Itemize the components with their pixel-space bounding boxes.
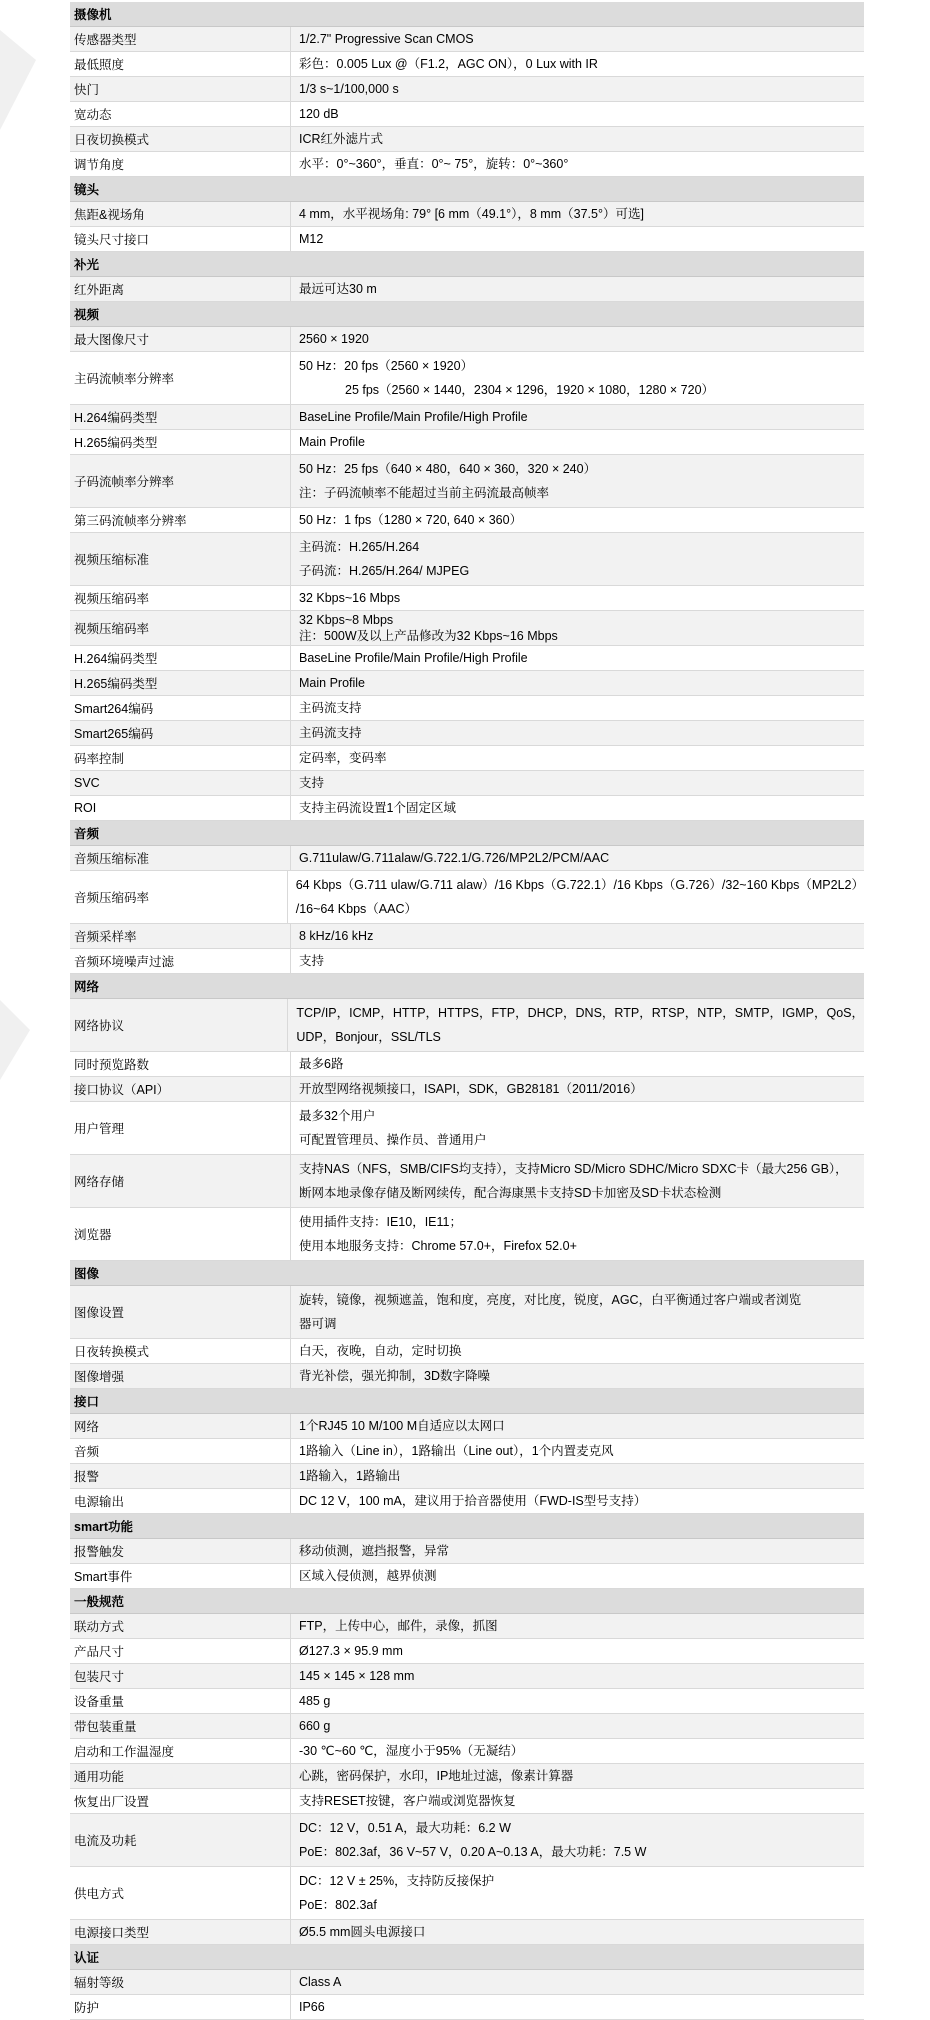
spec-value-line: 水平：0°~360°，垂直：0°~ 75°，旋转：0°~360° [299,157,569,171]
spec-value-line: 心跳，密码保护，水印，IP地址过滤，像素计算器 [299,1769,574,1783]
spec-value [291,1564,864,1588]
spec-row [70,352,864,405]
spec-value [291,586,864,610]
spec-value [291,1539,864,1563]
spec-value-line: 最远可达30 m [299,282,377,296]
spec-value-line: 50 Hz：25 fps（640 × 480，640 × 360，320 × 240） [299,462,597,476]
spec-value-line: Main Profile [299,676,365,690]
spec-value [291,1995,864,2019]
spec-value [291,1789,864,1813]
spec-key: 子码流帧率分辨率 [74,475,175,489]
spec-value-line: UDP，Bonjour，SSL/TLS [296,1030,441,1044]
spec-value-line: 开放型网络视频接口，ISAPI，SDK，GB28181（2011/2016） [299,1082,643,1096]
spec-value-line: PoE：802.3af，36 V~57 V，0.20 A~0.13 A，最大功耗：7.5 W [299,1845,647,1859]
spec-key: Smart265编码 [74,727,154,741]
spec-key: 调节角度 [74,158,125,172]
section-header: 摄像机 [70,2,864,27]
spec-row [70,1664,864,1689]
spec-row [70,508,864,533]
spec-value-line: 彩色：0.005 Lux @（F1.2，AGC ON），0 Lux with IR [299,57,598,71]
spec-value [291,227,864,251]
spec-value [291,949,864,973]
spec-value [291,430,864,454]
spec-value [291,1052,864,1076]
spec-value-line: 1/2.7" Progressive Scan CMOS [299,32,474,46]
spec-row [70,924,864,949]
spec-value [288,999,864,1051]
spec-row [70,721,864,746]
spec-row [70,796,864,821]
spec-key: 视频压缩码率 [74,622,150,636]
section-header: 镜头 [70,177,864,202]
spec-value [291,671,864,695]
spec-value-line: FTP，上传中心，邮件，录像，抓图 [299,1619,498,1633]
spec-key: 带包装重量 [74,1720,137,1734]
spec-row [70,1789,864,1814]
spec-row [70,1764,864,1789]
spec-key: 电流及功耗 [74,1834,137,1848]
spec-value-line: 支持NAS（NFS，SMB/CIFS均支持），支持Micro SD/Micro SDHC/Micro SDXC卡（最大256 GB）， [299,1162,848,1176]
spec-row [70,1564,864,1589]
spec-value-line: 区域入侵侦测，越界侦测 [299,1569,437,1583]
spec-row [70,1489,864,1514]
watermark-shape [0,980,40,1100]
spec-value-line: 1/3 s~1/100,000 s [299,82,399,96]
spec-row [70,1639,864,1664]
spec-row [70,533,864,586]
spec-row [70,1539,864,1564]
spec-value-line: 使用插件支持：IE10，IE11； [299,1215,463,1229]
spec-key: 红外距离 [74,283,125,297]
spec-row [70,1364,864,1389]
spec-key: 同时预览路数 [74,1058,150,1072]
spec-value [291,696,864,720]
spec-key: 日夜切换模式 [74,133,150,147]
spec-value [291,202,864,226]
spec-value [291,746,864,770]
spec-key: H.264编码类型 [74,411,158,425]
spec-row [70,771,864,796]
spec-value-line: 25 fps（2560 × 1440，2304 × 1296，1920 × 1080，1280 × 720） [345,383,715,397]
spec-key: 网络协议 [74,1019,125,1033]
spec-row [70,1714,864,1739]
spec-value-line: 主码流支持 [299,726,362,740]
spec-row [70,1414,864,1439]
spec-value-line: 最多6路 [299,1057,344,1071]
spec-row [70,1208,864,1261]
section-header: 音频 [70,821,864,846]
spec-key: 主码流帧率分辨率 [74,372,175,386]
spec-value-line: BaseLine Profile/Main Profile/High Profile [299,651,528,665]
spec-value-line: 可配置管理员、操作员、普通用户 [299,1133,487,1147]
section-header: 补光 [70,252,864,277]
spec-row [70,202,864,227]
spec-value-line: 支持主码流设置1个固定区域 [299,801,456,815]
spec-row [70,1614,864,1639]
spec-value-line: 主码流支持 [299,701,362,715]
spec-key: 快门 [74,83,100,97]
spec-row [70,1052,864,1077]
spec-key: SVC [74,776,100,790]
spec-row [70,27,864,52]
spec-value [291,127,864,151]
spec-value [291,405,864,429]
spec-value-line: 注：500W及以上产品修改为32 Kbps~16 Mbps [299,629,558,643]
spec-key: 音频压缩标准 [74,852,150,866]
spec-value [291,611,864,645]
spec-value [291,1764,864,1788]
spec-key: H.265编码类型 [74,677,158,691]
spec-row [70,611,864,646]
spec-value-line: 50 Hz：20 fps（2560 × 1920） [299,359,474,373]
spec-table [70,2,864,2020]
spec-key: 码率控制 [74,752,125,766]
spec-row [70,999,864,1052]
spec-value [291,533,864,585]
spec-value-line: 64 Kbps（G.711 ulaw/G.711 alaw）/16 Kbps（G.722.1）/16 Kbps（G.726）/32~160 Kbps（MP2L2） [295,878,864,892]
spec-key: 图像设置 [74,1306,125,1320]
spec-key: 电源接口类型 [74,1926,150,1940]
spec-value [291,721,864,745]
spec-value-line: 主码流：H.265/H.264 [299,540,420,554]
spec-value [291,1286,864,1338]
spec-value-line: 1路输入，1路输出 [299,1469,401,1483]
spec-value [291,1970,864,1994]
spec-row [70,1739,864,1764]
spec-value [291,1339,864,1363]
spec-row [70,1995,864,2020]
spec-key: 音频环境噪声过滤 [74,955,175,969]
spec-value-line: 最多32个用户 [299,1109,376,1123]
spec-row [70,405,864,430]
spec-key: 启动和工作温湿度 [74,1745,175,1759]
spec-value-line: BaseLine Profile/Main Profile/High Profile [299,410,528,424]
spec-key: 宽动态 [74,108,112,122]
spec-value [291,1614,864,1638]
watermark-shape [0,20,40,140]
spec-value-line: 移动侦测，遮挡报警，异常 [299,1544,450,1558]
spec-value-line: 660 g [299,1719,331,1733]
spec-value [291,508,864,532]
spec-key: 恢复出厂设置 [74,1795,150,1809]
spec-key: H.264编码类型 [74,652,158,666]
spec-key: 联动方式 [74,1620,125,1634]
spec-row [70,455,864,508]
spec-value [291,796,864,820]
spec-row [70,277,864,302]
spec-row [70,1970,864,1995]
spec-value-line: 背光补偿，强光抑制，3D数字降噪 [299,1369,490,1383]
spec-value [291,102,864,126]
spec-key: 镜头尺寸接口 [74,233,150,247]
spec-value [291,1689,864,1713]
spec-row [70,746,864,771]
spec-value [291,1814,864,1866]
spec-value-line: Ø5.5 mm圆头电源接口 [299,1925,426,1939]
spec-value-line: Ø127.3 × 95.9 mm [299,1644,403,1658]
spec-value [291,1439,864,1463]
spec-key: H.265编码类型 [74,436,158,450]
spec-value-line: Class A [299,1975,342,1989]
spec-value-line: ICR红外滤片式 [299,132,384,146]
spec-value-line: 支持RESET按键，客户端或浏览器恢复 [299,1794,516,1808]
spec-row [70,1339,864,1364]
spec-key: 最低照度 [74,58,125,72]
spec-key: 辐射等级 [74,1976,125,1990]
spec-value [291,1208,864,1260]
spec-value [291,1739,864,1763]
spec-row [70,1077,864,1102]
spec-row [70,102,864,127]
spec-value-line: DC 12 V，100 mA，建议用于拾音器使用（FWD-IS型号支持） [299,1494,647,1508]
spec-key: 视频压缩码率 [74,592,150,606]
spec-key: 焦距&视场角 [74,208,145,222]
spec-key: 音频采样率 [74,930,137,944]
spec-key: 供电方式 [74,1887,125,1901]
spec-row [70,127,864,152]
spec-row [70,696,864,721]
spec-row [70,430,864,455]
spec-value-line: 定码率，变码率 [299,751,387,765]
spec-value [291,1102,864,1154]
spec-row [70,1920,864,1945]
spec-value-line: 32 Kbps~16 Mbps [299,591,401,605]
spec-key: 图像增强 [74,1370,125,1384]
spec-key: 设备重量 [74,1695,125,1709]
spec-value-line: 145 × 145 × 128 mm [299,1669,415,1683]
spec-value [291,352,864,404]
spec-row [70,327,864,352]
spec-value [291,327,864,351]
spec-value [291,1639,864,1663]
spec-row [70,871,864,924]
section-header: smart功能 [70,1514,864,1539]
spec-value [291,1414,864,1438]
spec-row [70,671,864,696]
spec-row [70,646,864,671]
spec-value [291,152,864,176]
spec-value-line: 支持 [299,954,325,968]
spec-key: 用户管理 [74,1122,125,1136]
section-header: 认证 [70,1945,864,1970]
spec-key: 包装尺寸 [74,1670,125,1684]
spec-key: 日夜转换模式 [74,1345,150,1359]
spec-value [291,1714,864,1738]
spec-row [70,949,864,974]
spec-row [70,586,864,611]
spec-value [291,1464,864,1488]
spec-value [291,455,864,507]
spec-key: 视频压缩标准 [74,553,150,567]
spec-value-line: 子码流：H.265/H.264/ MJPEG [299,564,470,578]
spec-row [70,846,864,871]
spec-value-line: M12 [299,232,324,246]
spec-key: 传感器类型 [74,33,137,47]
spec-value [291,646,864,670]
spec-key: 浏览器 [74,1228,112,1242]
spec-value [291,77,864,101]
spec-value-line: 120 dB [299,107,339,121]
spec-row [70,227,864,252]
spec-row [70,1689,864,1714]
spec-value-line: 器可调 [299,1317,337,1331]
spec-value [291,924,864,948]
spec-value-line: 旋转，镜像，视频遮盖，饱和度，亮度，对比度，锐度，AGC，白平衡通过客户端或者浏览 [299,1293,802,1307]
spec-value [291,771,864,795]
section-header: 接口 [70,1389,864,1414]
spec-row [70,152,864,177]
spec-value [291,1155,864,1207]
spec-value-line: 485 g [299,1694,331,1708]
spec-key: 音频 [74,1445,100,1459]
spec-value-line: IP66 [299,2000,325,2014]
section-header: 一般规范 [70,1589,864,1614]
spec-key: 电源输出 [74,1495,125,1509]
spec-key: 报警触发 [74,1545,125,1559]
spec-value [291,1920,864,1944]
spec-value-line: 50 Hz：1 fps（1280 × 720, 640 × 360） [299,513,523,527]
spec-value [291,1364,864,1388]
spec-row [70,77,864,102]
spec-row [70,1102,864,1155]
spec-row [70,1286,864,1339]
spec-value [291,27,864,51]
spec-value-line: 支持 [299,776,325,790]
spec-value-line: DC：12 V ± 25%，支持防反接保护 [299,1874,495,1888]
spec-value-line: 白天，夜晚，自动，定时切换 [299,1344,462,1358]
spec-row [70,1439,864,1464]
spec-key: ROI [74,801,97,815]
spec-key: 第三码流帧率分辨率 [74,514,187,528]
spec-value-line: /16~64 Kbps（AAC） [295,902,417,916]
spec-value-line: 断网本地录像存储及断网续传，配合海康黑卡支持SD卡加密及SD卡状态检测 [299,1186,722,1200]
spec-value [291,846,864,870]
spec-value [288,871,864,923]
section-header: 图像 [70,1261,864,1286]
spec-value [291,277,864,301]
spec-key: 通用功能 [74,1770,125,1784]
spec-value [291,1077,864,1101]
spec-value-line: 使用本地服务支持：Chrome 57.0+，Firefox 52.0+ [299,1239,577,1253]
spec-value-line: -30 ℃~60 ℃，湿度小于95%（无凝结） [299,1744,524,1758]
spec-key: 接口协议（API） [74,1083,170,1097]
spec-key: 音频压缩码率 [74,891,150,905]
spec-value-line: 32 Kbps~8 Mbps [299,613,394,627]
section-header: 视频 [70,302,864,327]
spec-key: 防护 [74,2001,100,2015]
spec-row [70,52,864,77]
spec-key: 报警 [74,1470,100,1484]
spec-value [291,1664,864,1688]
spec-value-line: G.711ulaw/G.711alaw/G.722.1/G.726/MP2L2/PCM/AAC [299,851,610,865]
spec-value [291,1867,864,1919]
spec-row [70,1814,864,1867]
spec-value-line: PoE：802.3af [299,1898,377,1912]
section-header: 网络 [70,974,864,999]
spec-key: 网络 [74,1420,100,1434]
spec-row [70,1464,864,1489]
spec-key: 最大图像尺寸 [74,333,150,347]
spec-value-line: 1路输入（Line in），1路输出（Line out），1个内置麦克风 [299,1444,614,1458]
spec-value-line: Main Profile [299,435,365,449]
spec-key: 产品尺寸 [74,1645,125,1659]
spec-value-line: 2560 × 1920 [299,332,369,346]
spec-value-line: 注：子码流帧率不能超过当前主码流最高帧率 [299,486,550,500]
spec-value [291,1489,864,1513]
spec-row [70,1867,864,1920]
spec-value-line: 1个RJ45 10 M/100 M自适应以太网口 [299,1419,505,1433]
spec-value-line: TCP/IP，ICMP，HTTP，HTTPS，FTP，DHCP，DNS，RTP，RTSP，NTP，SMTP，IGMP，QoS， [296,1006,864,1020]
spec-key: 网络存储 [74,1175,125,1189]
spec-value-line: DC：12 V，0.51 A，最大功耗：6.2 W [299,1821,511,1835]
spec-row [70,1155,864,1208]
spec-key: Smart事件 [74,1570,133,1584]
spec-key: Smart264编码 [74,702,154,716]
spec-value-line: 4 mm，水平视场角: 79° [6 mm（49.1°），8 mm（37.5°）可选] [299,207,644,221]
spec-value-line: 8 kHz/16 kHz [299,929,374,943]
spec-value [291,52,864,76]
